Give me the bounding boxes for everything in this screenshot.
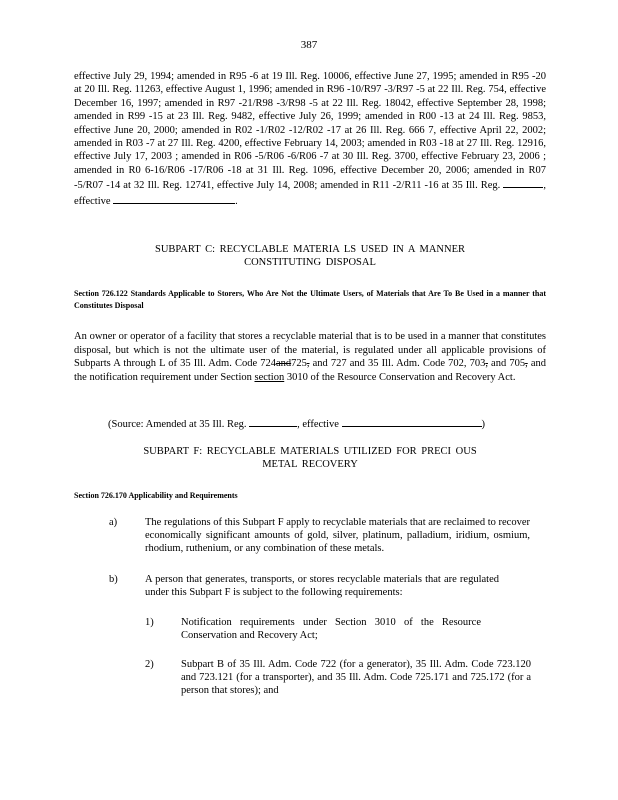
subsection-b-1-text: Notification requirements under Section 3010 of the Resource Conservation and Recovery Act; bbox=[181, 617, 481, 642]
subsection-a bbox=[109, 516, 549, 561]
struck-comma-1: , bbox=[306, 358, 310, 370]
blank-reg-page bbox=[503, 177, 543, 188]
page-number: 387 bbox=[300, 39, 318, 51]
subpart-f-heading bbox=[74, 445, 546, 471]
body-part1: An owner or operator of a facility that stores a recyclable material that is to be used in a manner that constitutes disposal, but which is not the ultimate user of the material, is regulated under all applicable provisions of Subparts A through L of 35 Ill. Adm. Code 724 bbox=[74, 331, 546, 370]
subsection-b-1 bbox=[145, 616, 545, 646]
struck-and: and bbox=[275, 358, 292, 370]
source-suffix: ) bbox=[481, 419, 486, 430]
subsection-b-marker: b) bbox=[109, 574, 118, 585]
history-effective-label: effective bbox=[74, 195, 111, 207]
subsection-b bbox=[109, 573, 549, 603]
blank-source-date bbox=[342, 416, 482, 427]
subsection-b-2 bbox=[145, 658, 545, 703]
source-separator: , bbox=[297, 419, 300, 430]
body-part3: and 727 and 35 Ill. Adm. Code 702, 703 bbox=[309, 358, 486, 370]
subsection-b-2-text: Subpart B of 35 Ill. Adm. Code 722 (for a generator), 35 Ill. Adm. Code 723.120 and 723.121 (for a transporter), and 35 Ill. Adm. Code 725.171 and 725.172 (for a person that stores); and bbox=[181, 659, 531, 697]
body-part2: 725 bbox=[291, 358, 307, 370]
subpart-c-line2: CONSTITUTING DISPOSAL bbox=[244, 257, 376, 268]
body-part5: and the notification requirement under Section bbox=[74, 358, 546, 383]
struck-comma-2: , bbox=[485, 358, 488, 370]
subpart-c-line1: SUBPART C: RECYCLABLE MATERIA LS USED IN A MANNER bbox=[155, 244, 465, 255]
subsection-b-text: A person that generates, transports, or stores recyclable materials that are regulated under this Subpart F is subject to the following requirements: bbox=[145, 574, 499, 599]
subpart-c-heading bbox=[74, 243, 546, 269]
subsection-b-2-marker: 2) bbox=[145, 659, 154, 670]
source-effective-label: effective bbox=[302, 419, 339, 430]
subsection-b-1-marker: 1) bbox=[145, 617, 154, 628]
history-end: . bbox=[235, 195, 238, 207]
subsection-a-text: The regulations of this Subpart F apply to recyclable materials that are reclaimed to recover economically significant amounts of gold, silver, platinum, palladium, iridium, osmium, rhodium, ruthenium, or any combination of these metals. bbox=[145, 517, 530, 555]
section-726-170-heading: Section 726.170 Applicability and Requirements bbox=[74, 491, 238, 500]
struck-comma-3: , bbox=[525, 358, 528, 370]
body-part6: 3010 of the Resource Conservation and Recovery Act. bbox=[284, 371, 516, 383]
source-note bbox=[108, 416, 528, 431]
history-text: effective July 29, 1994; amended in R95 -6 at 19 Ill. Reg. 10006, effective June 27, 1995; amended in R95 -20 at 20 Ill. Reg. 11263, effective August 1, 1996; amended in R96 -10/R97 -3/R97 -5 at 22 Ill. Reg. 754, effective December 16, 1997; amended in R97 -21/R98 -3/R98 -5 at 22 Ill. Reg. 18042, effective September 28, 1998; amended in R99 -15 at 23 Ill. Reg. 9482, effective July 26, 1999; amended in R00 -13 at 24 Ill. Reg. 9853, effective June 20, 2000; amended in R02 -1/R02 -12/R02 -17 at 26 Ill. Reg. 666 7, effective April 22, 2002; amended in R03 -7 at 27 Ill. Reg. 4200, effective February 14, 2003; amended in R03 -18 at 27 Ill. Reg. 12916, effective July 17, 2003 ; amended in R06 -5/R06 -6/R06 -7 at 30 Ill. Reg. 3700, effective February 23, 2006 ; amended in R0 6-16/R06 -17/R06 -18 at 31 Ill. Reg. 1096, effective December 20, 2006; amended in R07 -5/R07 -14 at 32 Ill. Reg. 12741, effective July 14, 2008; amended in R11 -2/R11 -16 at 35 Ill. Reg. bbox=[74, 71, 546, 192]
blank-source-reg bbox=[249, 416, 297, 427]
body-part4: and 705 bbox=[487, 358, 526, 370]
history-note bbox=[74, 70, 546, 208]
blank-effective-date bbox=[113, 193, 235, 204]
subpart-f-line1: SUBPART F: RECYCLABLE MATERIALS UTILIZED FOR PRECI OUS bbox=[143, 446, 477, 457]
underlined-section: section bbox=[254, 371, 285, 383]
subsection-a-marker: a) bbox=[109, 517, 118, 528]
source-prefix: (Source: Amended at 35 Ill. Reg. bbox=[108, 419, 247, 430]
history-separator: , bbox=[543, 180, 546, 192]
section-726-122-heading: Section 726.122 Standards Applicable to Storers, Who Are Not the Ultimate Users, of Materials that Are To Be Used in a manner that Constitutes Disposal bbox=[74, 289, 546, 310]
section-726-122-body bbox=[74, 330, 546, 384]
subpart-f-line2: METAL RECOVERY bbox=[262, 459, 358, 470]
